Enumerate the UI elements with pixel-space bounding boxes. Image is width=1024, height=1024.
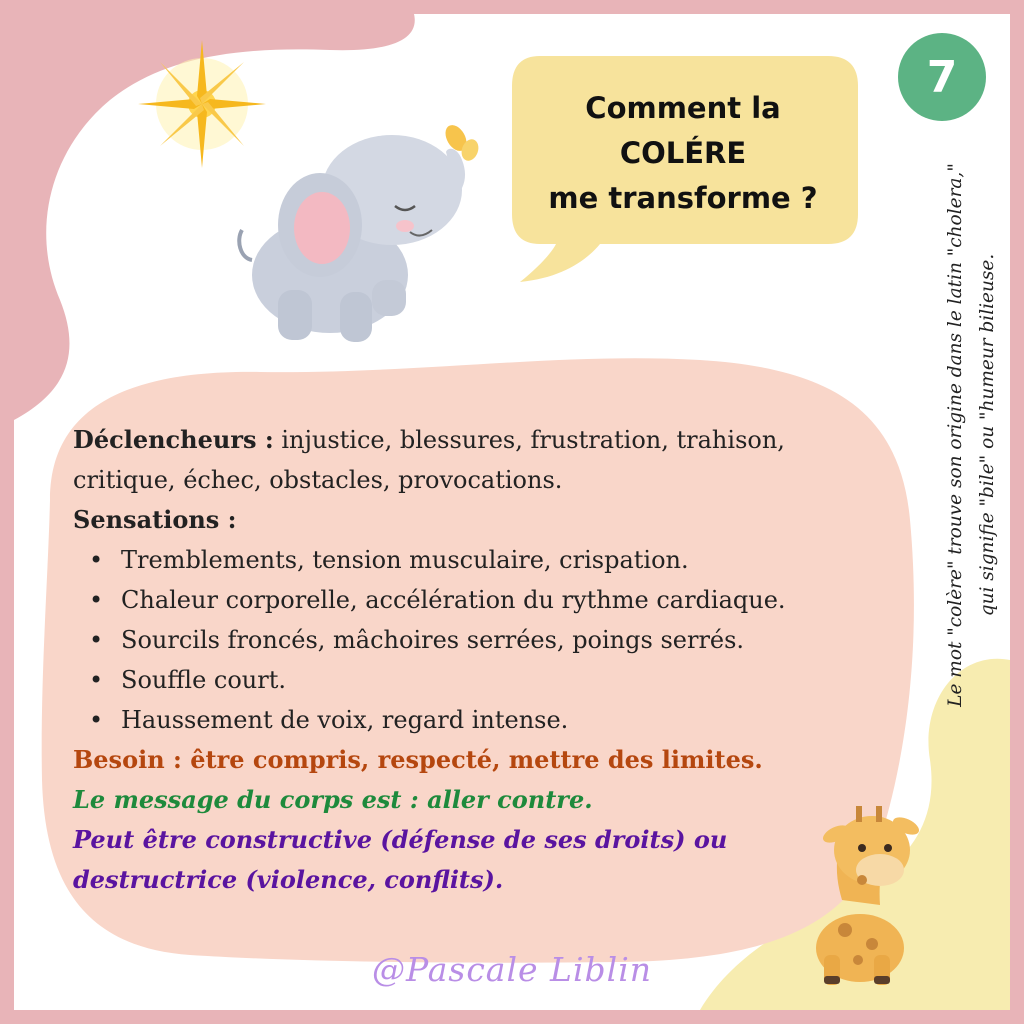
sensation-item: • Haussement de voix, regard intense. bbox=[121, 700, 873, 740]
bubble-line-1: Comment la bbox=[585, 91, 781, 125]
step-number-badge bbox=[898, 33, 986, 121]
body-message-line: Le message du corps est : aller contre. bbox=[73, 785, 593, 814]
step-number: 7 bbox=[926, 51, 958, 103]
sensations-label: Sensations : bbox=[73, 505, 237, 534]
etymology-note bbox=[940, 115, 1004, 755]
speech-bubble-text bbox=[512, 86, 854, 221]
etymology-line-1: Le mot "colère" trouve son origine dans le latin "cholera," bbox=[945, 163, 966, 707]
triggers-paragraph bbox=[73, 420, 873, 500]
can-be-line-1: Peut être constructive (défense de ses droits) ou bbox=[73, 825, 728, 854]
triggers-text: injustice, blessures, frustration, trahison, critique, échec, obstacles, provocations. bbox=[73, 426, 785, 494]
sensation-item: • Tremblements, tension musculaire, crispation. bbox=[121, 540, 873, 580]
sensations-list bbox=[73, 540, 873, 740]
etymology-line-2: qui signifie "bile" ou "humeur bilieuse. bbox=[977, 253, 998, 617]
emotion-content bbox=[73, 420, 873, 900]
can-be-line-2: destructrice (violence, conflits). bbox=[73, 865, 504, 894]
sensation-item: • Souffle court. bbox=[121, 660, 873, 700]
bubble-line-2: COLÉRE bbox=[619, 136, 747, 170]
triggers-label: Déclencheurs : bbox=[73, 425, 274, 454]
author-signature: @Pascale Liblin bbox=[371, 950, 652, 989]
sensation-item: • Chaleur corporelle, accélération du rythme cardiaque. bbox=[121, 580, 873, 620]
bubble-line-3: me transforme ? bbox=[548, 181, 818, 215]
sensation-item: • Sourcils froncés, mâchoires serrées, poings serrés. bbox=[121, 620, 873, 660]
need-line: Besoin : être compris, respecté, mettre des limites. bbox=[73, 745, 763, 774]
